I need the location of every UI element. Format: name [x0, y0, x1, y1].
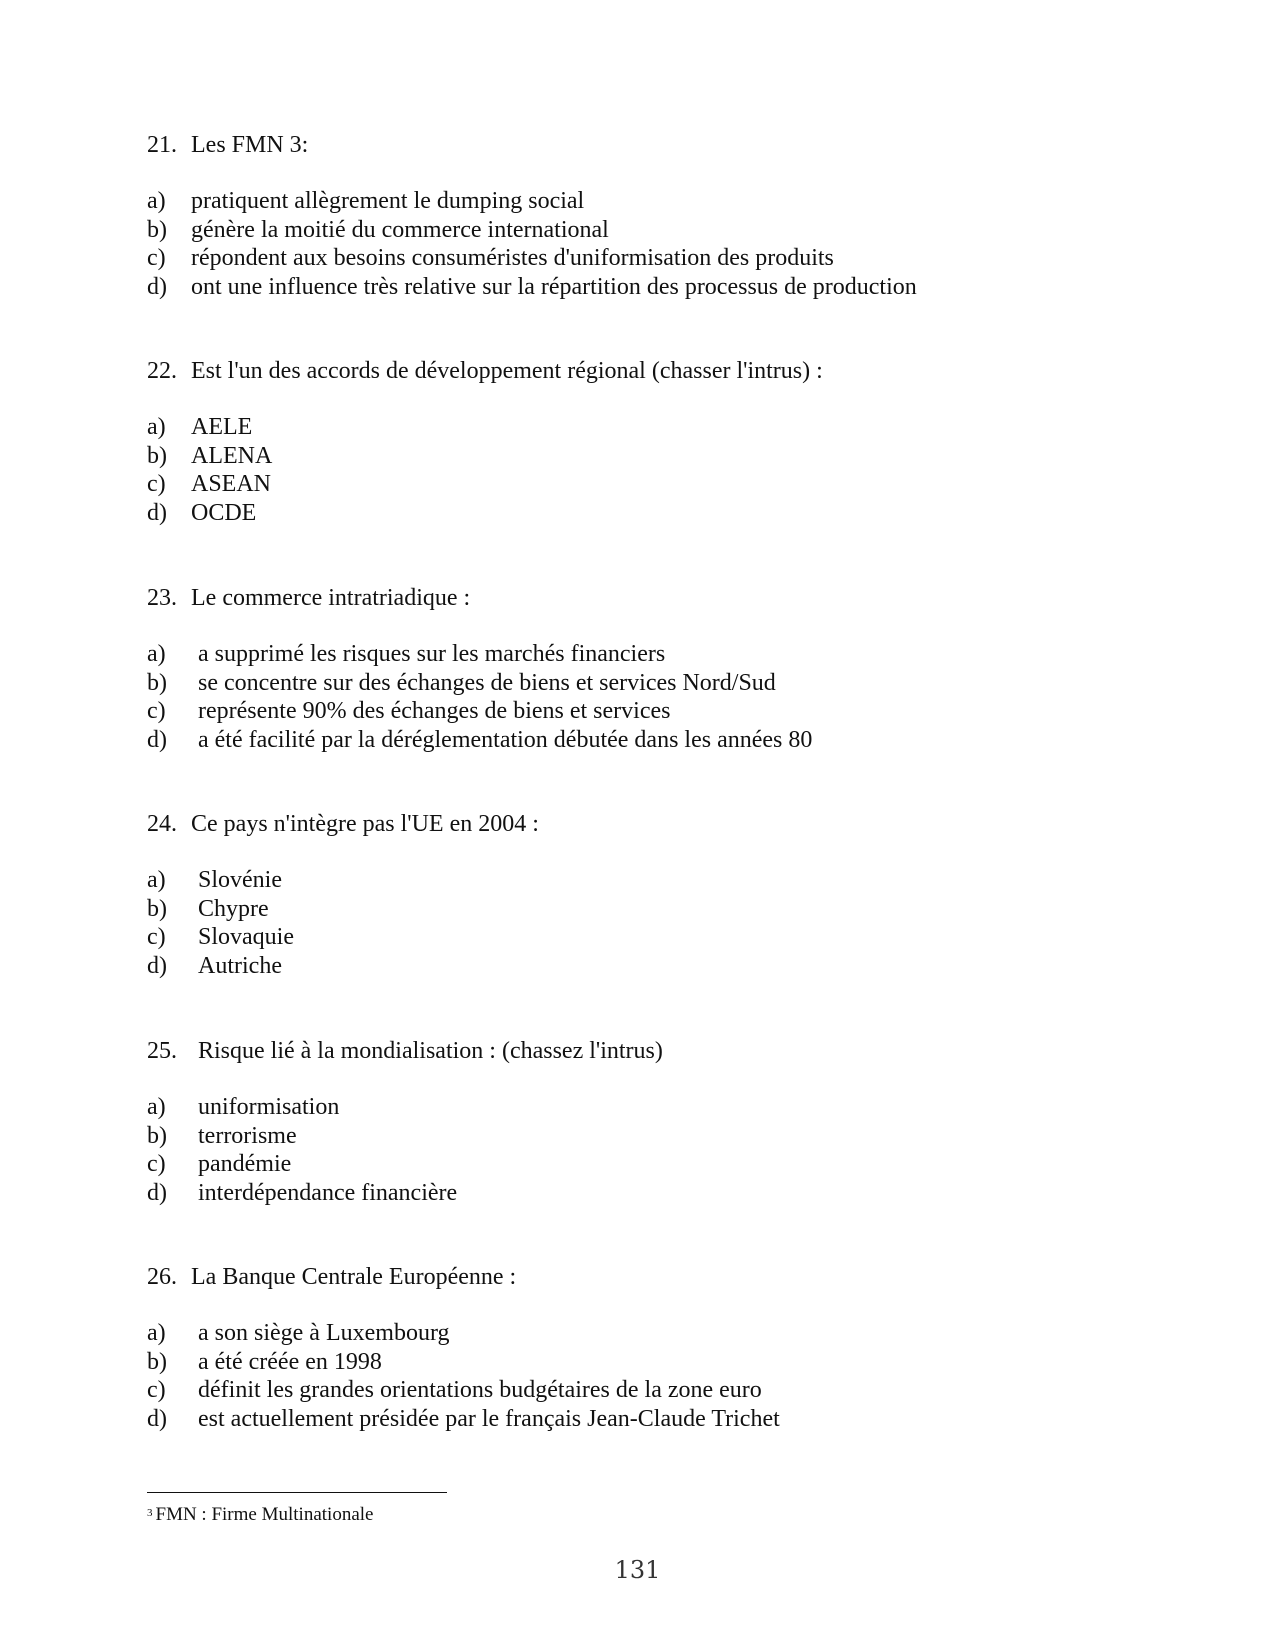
option-text: AELE — [191, 414, 253, 440]
option-b — [147, 1348, 780, 1377]
option-a — [147, 640, 812, 669]
question-number: 26. — [147, 1264, 177, 1290]
option-text: Slovénie — [198, 867, 282, 893]
option-text: interdépendance financière — [198, 1179, 458, 1206]
option-text: a été créée en 1998 — [198, 1348, 382, 1375]
question-26-stem — [147, 1263, 516, 1291]
footnote-ref: 3 — [289, 132, 302, 158]
option-text: génère la moitié du commerce international — [191, 216, 609, 243]
question-25-stem — [147, 1037, 663, 1065]
option-text: se concentre sur des échanges de biens et services Nord/Sud — [198, 669, 776, 696]
option-text: définit les grandes orientations budgétaires de la zone euro — [198, 1377, 762, 1404]
option-letter: c) — [147, 1377, 166, 1404]
option-text: OCDE — [191, 499, 257, 526]
question-text: Le commerce intratriadique : — [191, 585, 471, 611]
option-text: uniformisation — [198, 1094, 340, 1120]
option-a — [147, 413, 272, 442]
option-letter: d) — [147, 499, 167, 526]
option-d — [147, 1179, 457, 1208]
question-text: Risque lié à la mondialisation : (chassez l'intrus) — [198, 1038, 663, 1064]
option-letter: d) — [147, 726, 167, 753]
option-letter: b) — [147, 442, 167, 469]
option-text: est actuellement présidée par le français Jean-Claude Trichet — [198, 1405, 780, 1432]
option-letter: b) — [147, 1348, 167, 1375]
question-23-options — [147, 640, 812, 754]
option-text: pratiquent allègrement le dumping social — [191, 188, 585, 214]
question-24-options — [147, 866, 294, 980]
option-b — [147, 442, 272, 471]
footnote-text: FMN : Firme Multinationale — [155, 1504, 374, 1525]
option-text: a supprimé les risques sur les marchés financiers — [198, 641, 666, 667]
option-letter: c) — [147, 245, 166, 272]
option-d — [147, 952, 294, 981]
option-letter: b) — [147, 669, 167, 696]
footnote-marker: 3 — [147, 1507, 153, 1519]
option-letter: d) — [147, 1405, 167, 1432]
option-d — [147, 1405, 780, 1434]
question-25-options — [147, 1093, 457, 1207]
option-letter: a) — [147, 414, 166, 440]
footnote-separator — [147, 1492, 447, 1493]
option-letter: d) — [147, 1179, 167, 1206]
question-22-stem — [147, 357, 823, 385]
option-letter: b) — [147, 1122, 167, 1149]
option-b — [147, 216, 917, 245]
option-text: Slovaquie — [198, 924, 294, 951]
option-b — [147, 1122, 457, 1151]
option-text: répondent aux besoins consuméristes d'uniformisation des produits — [191, 245, 834, 272]
question-number: 23. — [147, 585, 177, 611]
option-d — [147, 273, 917, 302]
question-suffix: : — [301, 132, 309, 158]
option-letter: a) — [147, 188, 166, 214]
option-text: a été facilité par la déréglementation débutée dans les années 80 — [198, 726, 813, 753]
question-number: 24. — [147, 811, 177, 837]
question-24-stem — [147, 810, 539, 838]
option-text: terrorisme — [198, 1122, 297, 1149]
question-number: 22. — [147, 358, 177, 384]
option-text: pandémie — [198, 1151, 292, 1178]
option-c — [147, 1376, 780, 1405]
option-letter: d) — [147, 952, 167, 979]
option-c — [147, 923, 294, 952]
question-text: Les FMN — [191, 132, 284, 158]
option-letter: a) — [147, 867, 166, 893]
question-text: La Banque Centrale Européenne : — [191, 1264, 517, 1290]
option-text: ALENA — [191, 442, 273, 469]
option-c — [147, 1150, 457, 1179]
option-letter: b) — [147, 895, 167, 922]
option-text: ASEAN — [191, 471, 272, 498]
option-text: représente 90% des échanges de biens et services — [198, 698, 671, 725]
option-text: Chypre — [198, 895, 269, 922]
question-text: Est l'un des accords de développement régional (chasser l'intrus) : — [191, 358, 823, 384]
option-letter: a) — [147, 1320, 166, 1346]
question-number: 21. — [147, 132, 177, 158]
option-c — [147, 697, 812, 726]
option-letter: b) — [147, 216, 167, 243]
option-letter: c) — [147, 1151, 166, 1178]
question-21-options — [147, 187, 917, 301]
option-letter: c) — [147, 698, 166, 725]
option-a — [147, 187, 917, 216]
footnote — [147, 1504, 373, 1526]
option-c — [147, 470, 272, 499]
option-b — [147, 895, 294, 924]
question-number: 25. — [147, 1038, 177, 1064]
question-26-options — [147, 1319, 780, 1433]
question-22-options — [147, 413, 272, 527]
question-23-stem — [147, 584, 470, 612]
option-b — [147, 669, 812, 698]
option-letter: d) — [147, 273, 167, 300]
page-number: 131 — [614, 1556, 661, 1584]
option-text: ont une influence très relative sur la répartition des processus de production — [191, 273, 917, 300]
option-a — [147, 866, 294, 895]
option-text: Autriche — [198, 952, 282, 979]
option-letter: c) — [147, 471, 166, 498]
option-d — [147, 726, 812, 755]
option-letter: a) — [147, 1094, 166, 1120]
option-text: a son siège à Luxembourg — [198, 1320, 450, 1346]
option-a — [147, 1319, 780, 1348]
question-21-stem — [147, 131, 308, 159]
option-d — [147, 499, 272, 528]
option-a — [147, 1093, 457, 1122]
question-text: Ce pays n'intègre pas l'UE en 2004 : — [191, 811, 539, 837]
option-letter: c) — [147, 924, 166, 951]
option-c — [147, 244, 917, 273]
option-letter: a) — [147, 641, 166, 667]
